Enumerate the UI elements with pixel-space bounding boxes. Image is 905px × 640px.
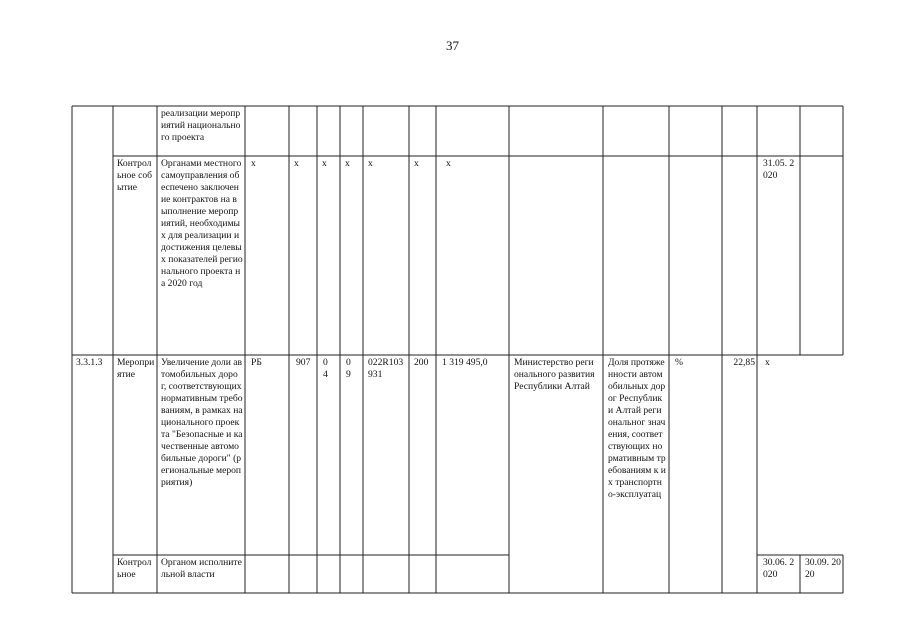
row-b-date: 31.05. 2020 xyxy=(763,158,795,181)
row-c-code: 907 xyxy=(296,357,311,368)
row-d-date-1: 30.06. 2020 xyxy=(763,557,795,580)
row-d-name: Органом исполнительной власти xyxy=(161,557,242,580)
row-c-name: Увеличение доли автомобильных дорог, соответствующих нормативным требованиям, в рамках национального проекта "Безопасные и качественные автомобильные дороги" (региональные мероприятия) xyxy=(161,357,243,488)
page-number: 37 xyxy=(446,38,459,53)
row-c-budget: РБ xyxy=(251,357,262,368)
row-d-type: Контрольное xyxy=(117,557,152,580)
row-d-date-2: 30.09. 2020 xyxy=(805,557,841,580)
row-a-name: реализации мероприятий национального проекта xyxy=(161,108,241,143)
row-b-x-budget: х xyxy=(251,158,256,169)
row-c-section-a: 04 xyxy=(323,357,328,380)
row-b-name: Органами местного самоуправления обеспечено заключение контрактов на выполнение мероприятий, необходимых для реализации и достижения целевых показателей регионального проекта на 2020 год xyxy=(161,158,243,289)
row-b-x-code: х xyxy=(294,158,299,169)
row-c-expense-type: 200 xyxy=(414,357,429,368)
row-c-section-b: 09 xyxy=(346,357,351,380)
row-c-value: 22,85 xyxy=(733,357,755,368)
row-c-x: х xyxy=(765,357,770,368)
row-b-x-section-b: х xyxy=(345,158,350,169)
row-b-type: Контрольное событие xyxy=(117,158,153,193)
row-c-target-article: 022R103931 xyxy=(368,357,404,380)
row-c-indicator: Доля протяженности автомобильных дорог Республики Алтай региональног значения, соответствующих нормативным требованиям к их транспортно-эксплуатац xyxy=(608,357,666,500)
row-b-x-target: х xyxy=(368,158,373,169)
row-c-executor: Министерство регионального развития Республики Алтай xyxy=(514,357,595,392)
row-c-amount: 1 319 495,0 xyxy=(442,357,488,368)
row-c-type: Мероприятие xyxy=(117,357,155,380)
row-c-number: 3.3.1.3 xyxy=(76,357,103,368)
row-b-x-amount: х xyxy=(446,158,451,169)
row-b-x-expense: х xyxy=(414,158,419,169)
row-b-x-section-a: х xyxy=(322,158,327,169)
row-c-unit: % xyxy=(675,357,683,368)
